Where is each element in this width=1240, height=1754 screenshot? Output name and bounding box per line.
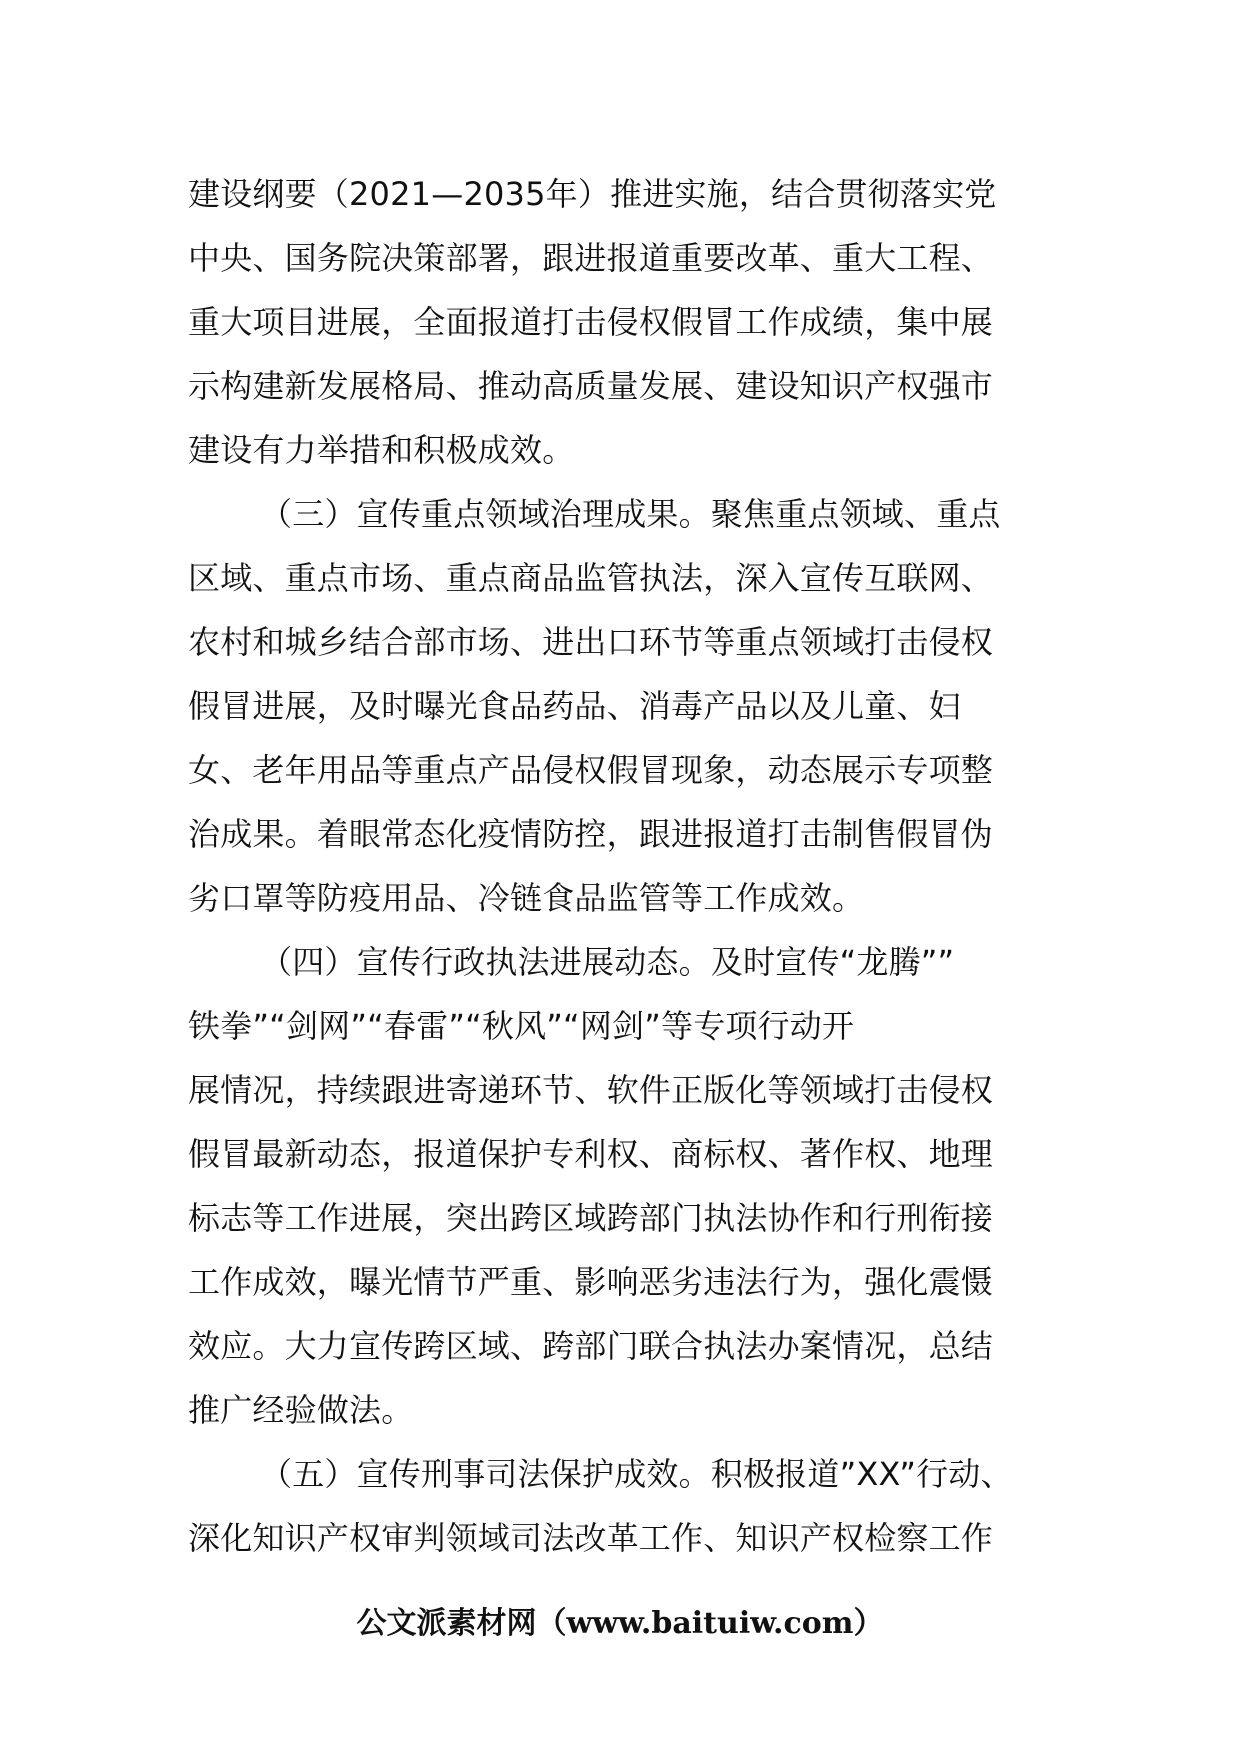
text-line: 效应。大力宣传跨区域、跨部门联合执法办案情况，总结 <box>188 1327 994 1365</box>
text-line: 治成果。着眼常态化疫情防控，跟进报道打击制售假冒伪 <box>188 815 994 853</box>
text-line: 重大项目进展，全面报道打击侵权假冒工作成绩，集中展 <box>188 303 994 341</box>
section-heading-line: （四）宣传行政执法进展动态。及时宣传“龙腾”” <box>260 943 955 981</box>
text-line: 深化知识产权审判领域司法改革工作、知识产权检察工作 <box>188 1519 994 1557</box>
section-heading-line: （三）宣传重点领域治理成果。聚焦重点领域、重点 <box>260 495 1001 533</box>
text-line: 农村和城乡结合部市场、进出口环节等重点领域打击侵权 <box>188 623 994 661</box>
text-line: 假冒进展，及时曝光食品药品、消毒产品以及儿童、妇 <box>188 687 961 725</box>
text-line: 女、老年用品等重点产品侵权假冒现象，动态展示专项整 <box>188 751 994 789</box>
text-line: 示构建新发展格局、推动高质量发展、建设知识产权强市 <box>188 367 994 405</box>
footer-source-text: 公文派素材网（www.baituiw.com） <box>356 1606 884 1641</box>
document-body <box>188 162 1056 1570</box>
section-heading-line: （五）宣传刑事司法保护成效。积极报道”XX”行动、 <box>260 1455 1013 1493</box>
text-line: 标志等工作进展，突出跨区域跨部门执法协作和行刑衔接 <box>188 1199 994 1237</box>
text-line: 中央、国务院决策部署，跟进报道重要改革、重大工程、 <box>188 239 994 277</box>
text-line: 建设有力举措和积极成效。 <box>188 431 575 469</box>
text-line: 铁拳”“剑网”“春雷”“秋风”“网剑”等专项行动开 <box>188 1007 855 1045</box>
text-line: 建设纲要（2021—2035年）推进实施，结合贯彻落实党 <box>188 175 997 213</box>
text-line: 假冒最新动态，报道保护专利权、商标权、著作权、地理 <box>188 1135 994 1173</box>
text-line: 展情况，持续跟进寄递环节、软件正版化等领域打击侵权 <box>188 1071 994 1109</box>
text-line: 工作成效，曝光情节严重、影响恶劣违法行为，强化震慑 <box>188 1263 994 1301</box>
text-line: 劣口罩等防疫用品、冷链食品监管等工作成效。 <box>188 879 865 917</box>
text-line: 区域、重点市场、重点商品监管执法，深入宣传互联网、 <box>188 559 994 597</box>
text-line: 推广经验做法。 <box>188 1391 414 1429</box>
